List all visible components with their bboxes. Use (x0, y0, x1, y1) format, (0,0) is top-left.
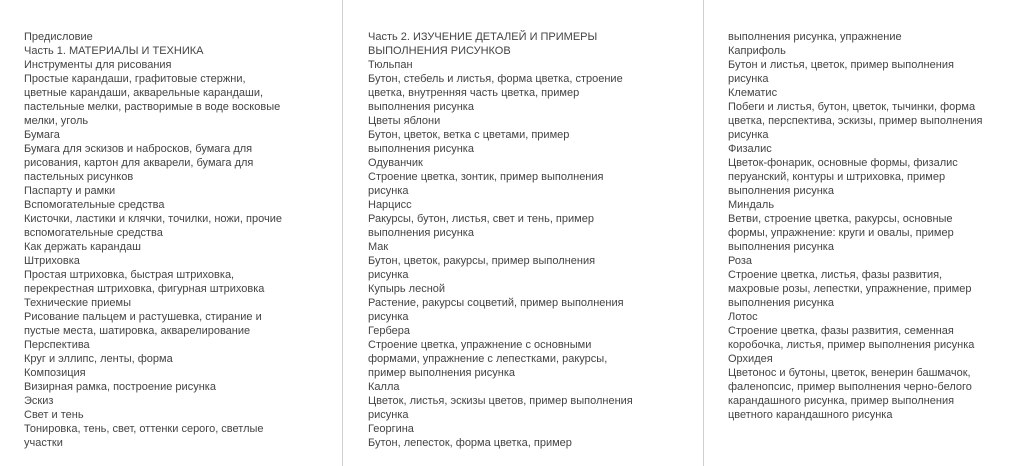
contents-line: Штриховка (24, 255, 80, 267)
contents-line: Каприфоль (728, 45, 786, 57)
contents-line: Бутон, цветок, ракурсы, пример выполнения (368, 255, 596, 267)
contents-line: рисунка (728, 129, 769, 141)
contents-line: Калла (368, 381, 400, 393)
contents-line: Круг и эллипс, ленты, форма (24, 353, 173, 365)
contents-line: Клематис (728, 87, 778, 99)
contents-line: Эскиз (24, 395, 54, 407)
contents-line: Как держать карандаш (24, 241, 141, 253)
contents-line: формы, упражнение: круги и овалы, пример (728, 227, 954, 239)
contents-line: пустые места, шатировка, акварелирование (24, 325, 251, 337)
contents-line: пастельные мелки, растворимые в воде восковые (24, 101, 281, 113)
contents-line: Бумага (24, 129, 60, 141)
contents-line: Роза (728, 255, 753, 267)
contents-line: ВЫПОЛНЕНИЯ РИСУНКОВ (368, 45, 511, 57)
contents-line: Часть 2. ИЗУЧЕНИЕ ДЕТАЛЕЙ И ПРИМЕРЫ (368, 31, 598, 43)
contents-line: перуанский, контуры и штриховка, пример (728, 171, 946, 183)
contents-line: Растение, ракурсы соцветий, пример выполнения (368, 297, 624, 309)
contents-line: участки (24, 437, 63, 449)
contents-line: рисунка (368, 311, 409, 323)
contents-line: Нарцисс (368, 199, 412, 211)
contents-line: Вспомогательные средства (24, 199, 165, 211)
contents-line: Ракурсы, бутон, листья, свет и тень, пример (368, 213, 594, 225)
contents-line: Цветы яблони (368, 115, 441, 127)
contents-line: фаленопсис, пример выполнения черно-белого (728, 381, 972, 393)
contents-line: Бумага для эскизов и набросков, бумага для (24, 143, 253, 155)
contents-line: Простая штриховка, быстрая штриховка, (24, 269, 235, 281)
contents-line: рисования, картон для акварели, бумага для (24, 157, 254, 169)
contents-line: Инструменты для рисования (24, 59, 172, 71)
contents-line: Визирная рамка, построение рисунка (24, 381, 216, 393)
contents-line: Строение цветка, зонтик, пример выполнения (368, 171, 604, 183)
contents-line: коробочка, листья, пример выполнения рисунка (728, 339, 975, 351)
contents-line: Побеги и листья, бутон, цветок, тычинки, форма (728, 101, 976, 113)
contents-line: Тонировка, тень, свет, оттенки серого, светлые (24, 423, 264, 435)
contents-line: пример выполнения рисунка (368, 367, 516, 379)
contents-line: рисунка (368, 409, 409, 421)
contents-line: Предисловие (24, 31, 93, 43)
contents-line: вспомогательные средства (24, 227, 163, 239)
contents-line: выполнения рисунка, упражнение (728, 31, 902, 43)
contents-line: Рисование пальцем и растушевка, стирание и (24, 311, 262, 323)
contents-line: Строение цветка, листья, фазы развития, (728, 269, 943, 281)
contents-line: пастельных рисунков (24, 171, 134, 183)
contents-line: цветные карандаши, акварельные карандаши, (24, 87, 264, 99)
contents-line: цветка, перспектива, эскизы, пример выполнения (728, 115, 983, 127)
contents-line: карандашного рисунка, пример выполнения (728, 395, 955, 407)
contents-line: выполнения рисунка (368, 227, 474, 239)
contents-column-1 (0, 0, 342, 466)
contents-line: выполнения рисунка (728, 185, 834, 197)
contents-line: Лотос (728, 311, 758, 323)
contents-line: рисунка (368, 269, 409, 281)
contents-line: махровые розы, лепестки, упражнение, пример (728, 283, 972, 295)
contents-line: Кисточки, ластики и клячки, точилки, ножи, прочие (24, 213, 282, 225)
contents-line: Строение цветка, упражнение с основными (368, 339, 592, 351)
contents-line: Тюльпан (368, 59, 413, 71)
contents-line: мелки, уголь (24, 115, 89, 127)
contents-line: Композиция (24, 367, 86, 379)
contents-line: Бутон, лепесток, форма цветка, пример (368, 437, 572, 449)
contents-column-2-text (368, 30, 678, 450)
contents-line: цветного карандашного рисунка (728, 409, 893, 421)
contents-column-3 (703, 0, 1024, 466)
contents-line: Гербера (368, 325, 410, 337)
contents-column-2 (342, 0, 703, 466)
contents-line: перекрестная штриховка, фигурная штриховка (24, 283, 265, 295)
contents-line: Бутон, стебель и листья, форма цветка, строение (368, 73, 623, 85)
contents-line: Физалис (728, 143, 772, 155)
contents-line: Цветок-фонарик, основные формы, физалис (728, 157, 958, 169)
contents-line: Миндаль (728, 199, 775, 211)
contents-line: формами, упражнение с лепестками, ракурсы, (368, 353, 608, 365)
contents-line: Часть 1. МАТЕРИАЛЫ И ТЕХНИКА (24, 45, 204, 57)
contents-line: Строение цветка, фазы развития, семенная (728, 325, 954, 337)
contents-line: выполнения рисунка (728, 241, 834, 253)
contents-line: Цветонос и бутоны, цветок, венерин башмачок, (728, 367, 971, 379)
contents-line: Бутон и листья, цветок, пример выполнения (728, 59, 954, 71)
contents-line: Технические приемы (24, 297, 131, 309)
contents-line: Бутон, цветок, ветка с цветами, пример (368, 129, 570, 141)
contents-line: Паспарту и рамки (24, 185, 116, 197)
contents-line: рисунка (368, 185, 409, 197)
contents-line: Георгина (368, 423, 414, 435)
contents-line: Орхидея (728, 353, 773, 365)
contents-column-3-text (728, 30, 998, 422)
contents-line: Ветви, строение цветка, ракурсы, основные (728, 213, 953, 225)
contents-line: Купырь лесной (368, 283, 446, 295)
contents-line: выполнения рисунка (368, 101, 474, 113)
contents-line: Мак (368, 241, 389, 253)
contents-line: выполнения рисунка (368, 143, 474, 155)
contents-line: рисунка (728, 73, 769, 85)
contents-line: Свет и тень (24, 409, 84, 421)
contents-line: Одуванчик (368, 157, 423, 169)
contents-line: цветка, внутренняя часть цветка, пример (368, 87, 580, 99)
contents-line: Простые карандаши, графитовые стержни, (24, 73, 246, 85)
contents-column-1-text (24, 30, 324, 450)
contents-line: Цветок, листья, эскизы цветов, пример выполнения (368, 395, 633, 407)
contents-line: Перспектива (24, 339, 90, 351)
contents-line: выполнения рисунка (728, 297, 834, 309)
